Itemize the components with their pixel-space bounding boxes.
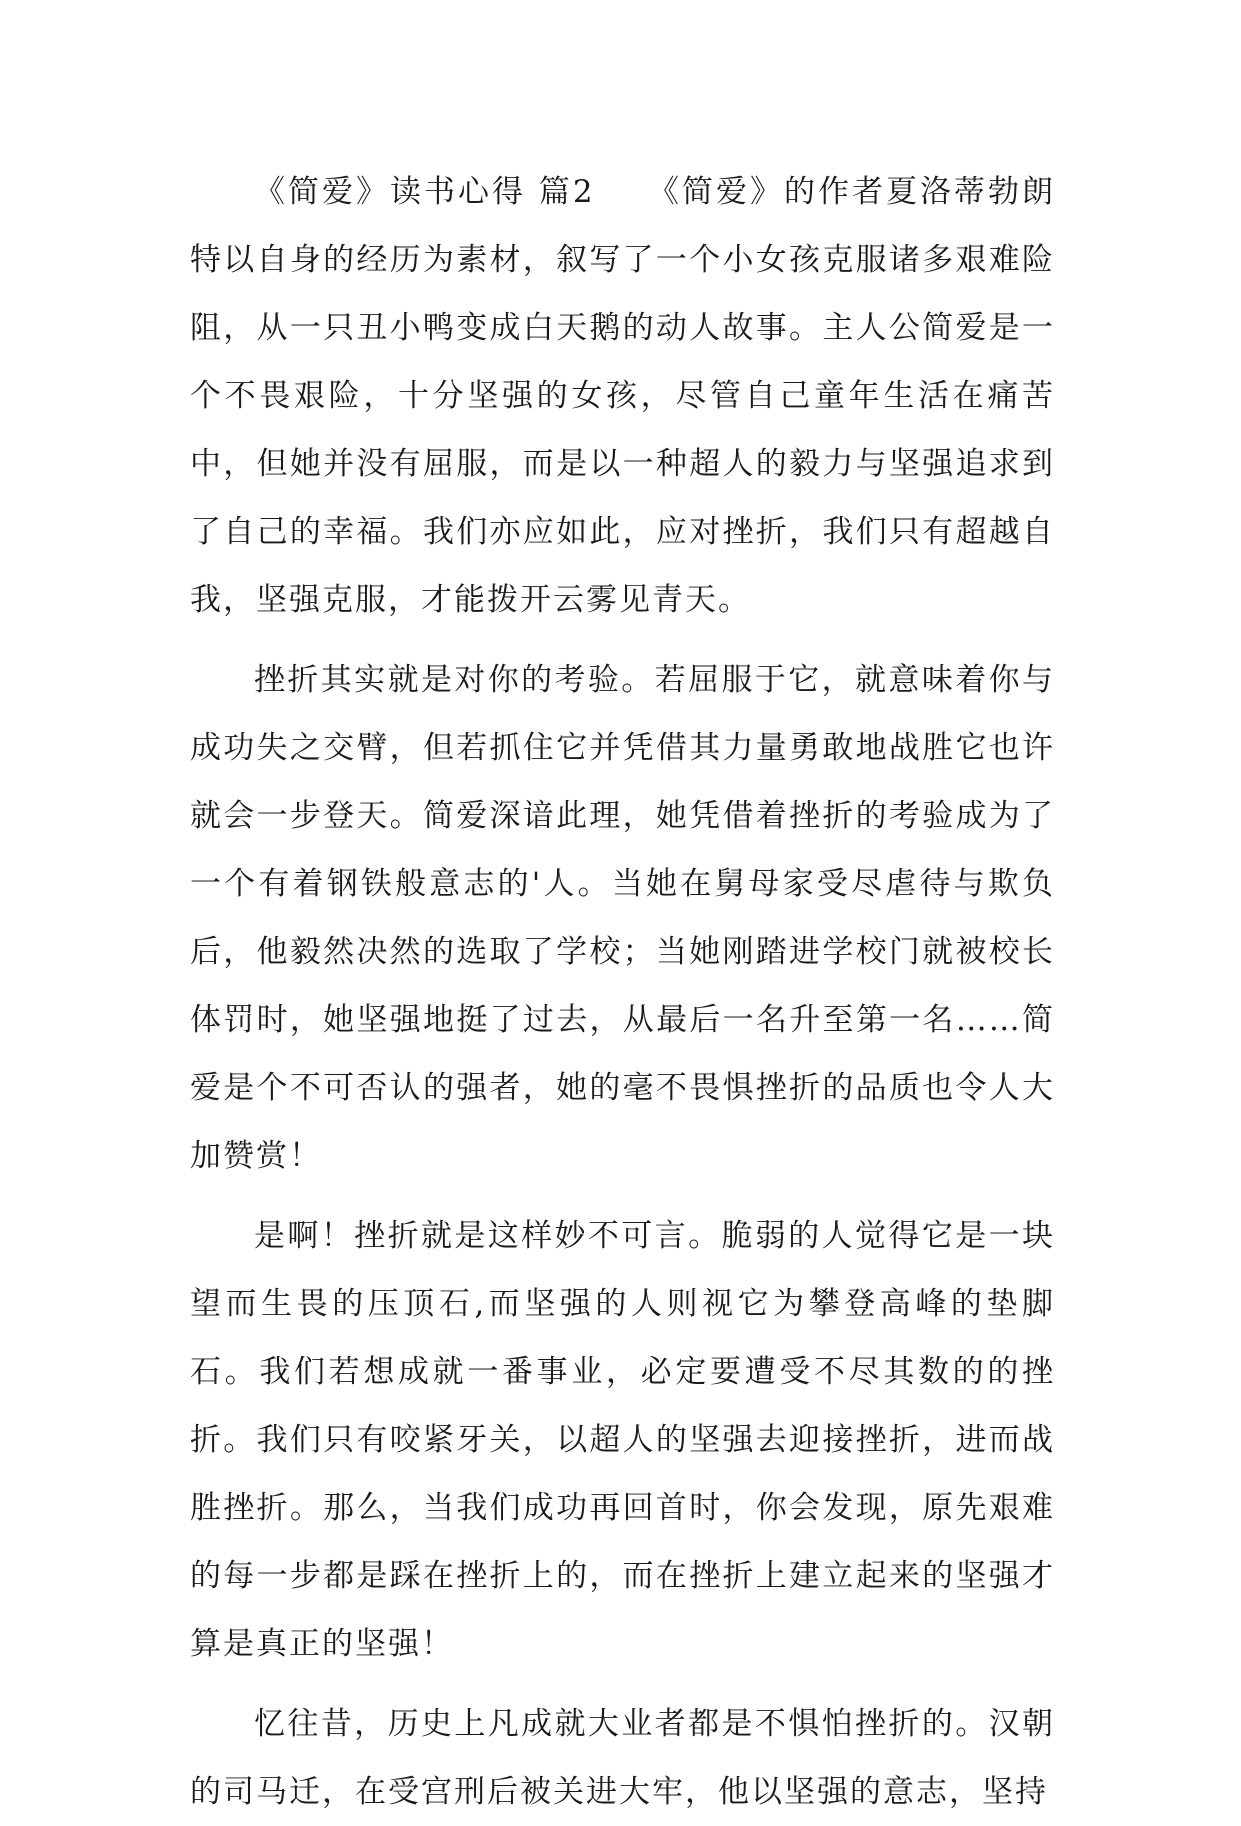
paragraph-2: 挫折其实就是对你的考验。若屈服于它，就意味着你与成功失之交臂，但若抓住它并凭借其力量勇敢地战胜它也许就会一步登天。简爱深谙此理，她凭借着挫折的考验成为了一个有着钢铁般意志的'人。当她在舅母家受尽虐待与欺负后，他毅然决然的选取了学校；当她刚踏进学校门就被校长体罚时，她坚强地挺了过去，从最后一名升至第一名……简爱是个不可否认的强者，她的毫不畏惧挫折的品质也令人大加赞赏！ xyxy=(190,662,1055,1174)
paragraph-3: 是啊！挫折就是这样妙不可言。脆弱的人觉得它是一块望而生畏的压顶石,而坚强的人则视它为攀登高峰的垫脚石。我们若想成就一番事业，必定要遭受不尽其数的的挫折。我们只有咬紧牙关，以超人的坚强去迎接挫折，进而战胜挫折。那么，当我们成功再回首时，你会发现，原先艰难的每一步都是踩在挫折上的，而在挫折上建立起来的坚强才算是真正的坚强！ xyxy=(190,1218,1055,1662)
paragraph-1: 《简爱》读书心得 篇2 《简爱》的作者夏洛蒂勃朗特以自身的经历为素材，叙写了一个小女孩克服诸多艰难险阻，从一只丑小鸭变成白天鹅的动人故事。主人公简爱是一个不畏艰险，十分坚强的女孩，尽管自己童年生活在痛苦中，但她并没有屈服，而是以一种超人的毅力与坚强追求到了自己的幸福。我们亦应如此，应对挫折，我们只有超越自我，坚强克服，才能拨开云雾见青天。 xyxy=(190,174,1055,618)
paragraph-4: 忆往昔，历史上凡成就大业者都是不惧怕挫折的。汉朝的司马迁，在受宫刑后被关进大牢，他以坚强的意志，坚持 xyxy=(190,1706,1055,1810)
document-body xyxy=(190,158,1055,1826)
